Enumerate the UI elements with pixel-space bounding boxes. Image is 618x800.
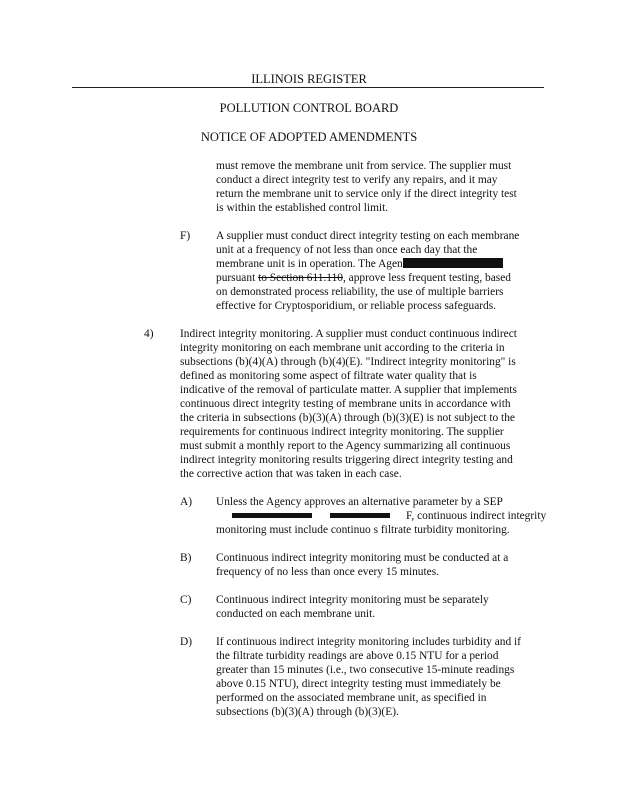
text-line: the filtrate turbidity readings are above 0.15 NTU for a period (216, 650, 499, 662)
text-fragment: pursuant (216, 272, 259, 284)
text-line: unit at a frequency of not less than once each day that the (216, 244, 478, 256)
redaction-mark (330, 513, 390, 518)
notice-title: NOTICE OF ADOPTED AMENDMENTS (200, 130, 418, 144)
text-fragment: membrane unit is in operation. The Agen (216, 258, 403, 270)
text-line: Continuous indirect integrity monitoring must be separately (216, 594, 489, 606)
item-label: C) (180, 594, 192, 606)
text-line: must submit a monthly report to the Agency summarizing all continuous (180, 440, 511, 452)
text-line: on demonstrated process reliability, the use of multiple barriers (216, 286, 504, 298)
item-label: A) (180, 496, 193, 508)
text-line: Continuous indirect integrity monitoring must be conducted at a (216, 552, 509, 564)
item-label: D) (180, 636, 193, 648)
text-line: indicative of the removal of particulate matter. A supplier that implements (180, 384, 517, 396)
text-line: defined as monitoring some aspect of filtrate water quality that is (180, 370, 477, 382)
text-line: above 0.15 NTU), direct integrity testing must immediately be (216, 678, 501, 690)
text-fragment: s filtrate turbidity monitoring. (373, 524, 510, 536)
text-line: performed on the associated membrane unit, as specified in (216, 692, 487, 704)
text-line: indirect integrity monitoring results triggering direct integrity testing and (180, 454, 513, 466)
text-line: conducted on each membrane unit. (216, 608, 376, 620)
text-line (216, 523, 510, 537)
text-line (216, 271, 511, 285)
text-line: integrity monitoring on each membrane unit according to the criteria in (180, 342, 505, 354)
text-line: effective for Cryptosporidium, or reliable process safeguards. (216, 300, 497, 312)
text-line: F, continuous indirect integrity (406, 510, 547, 522)
text-line: frequency of no less than once every 15 minutes. (216, 566, 439, 578)
text-line: return the membrane unit to service only if the direct integrity test (216, 188, 517, 200)
text-fragment: , approve less frequent testing, based (342, 272, 511, 284)
text-line: conduct a direct integrity test to verify any repairs, and it may (216, 174, 498, 186)
board-title: POLLUTION CONTROL BOARD (219, 101, 399, 115)
item-label: B) (180, 552, 192, 564)
text-line: must remove the membrane unit from service. The supplier must (216, 160, 512, 172)
text-line (216, 257, 503, 271)
text-line: Indirect integrity monitoring. A supplier must conduct continuous indirect (180, 328, 517, 340)
header-rule (72, 87, 544, 88)
text-line: If continuous indirect integrity monitoring includes turbidity and if (216, 636, 521, 648)
text-line: Unless the Agency approves an alternative parameter by a SEP (216, 496, 503, 508)
text-line: requirements for continuous indirect integrity monitoring. The supplier (180, 426, 504, 438)
text-fragment: monitoring must include continuo (216, 524, 371, 536)
struck-text: to Section 611.110 (258, 272, 343, 284)
item-label: 4) (144, 328, 154, 340)
register-title: ILLINOIS REGISTER (251, 72, 367, 86)
text-line: subsections (b)(4)(A) through (b)(4)(E). "Indirect integrity monitoring" is (180, 356, 516, 368)
redaction-mark (232, 513, 312, 518)
text-line: subsections (b)(3)(A) through (b)(3)(E). (216, 706, 399, 718)
item-label: F) (180, 230, 191, 242)
text-line: continuous direct integrity testing of membrane units in accordance with (180, 398, 511, 410)
text-line: A supplier must conduct direct integrity testing on each membrane (216, 230, 520, 242)
text-line: is within the established control limit. (216, 202, 389, 214)
text-line: the corrective action that was taken in each case. (180, 468, 402, 480)
text-line: the criteria in subsections (b)(3)(A) through (b)(3)(E) is not subject to the (180, 412, 515, 424)
redaction-mark (403, 258, 503, 268)
text-line: greater than 15 minutes (i.e., two consecutive 15-minute readings (216, 664, 515, 676)
